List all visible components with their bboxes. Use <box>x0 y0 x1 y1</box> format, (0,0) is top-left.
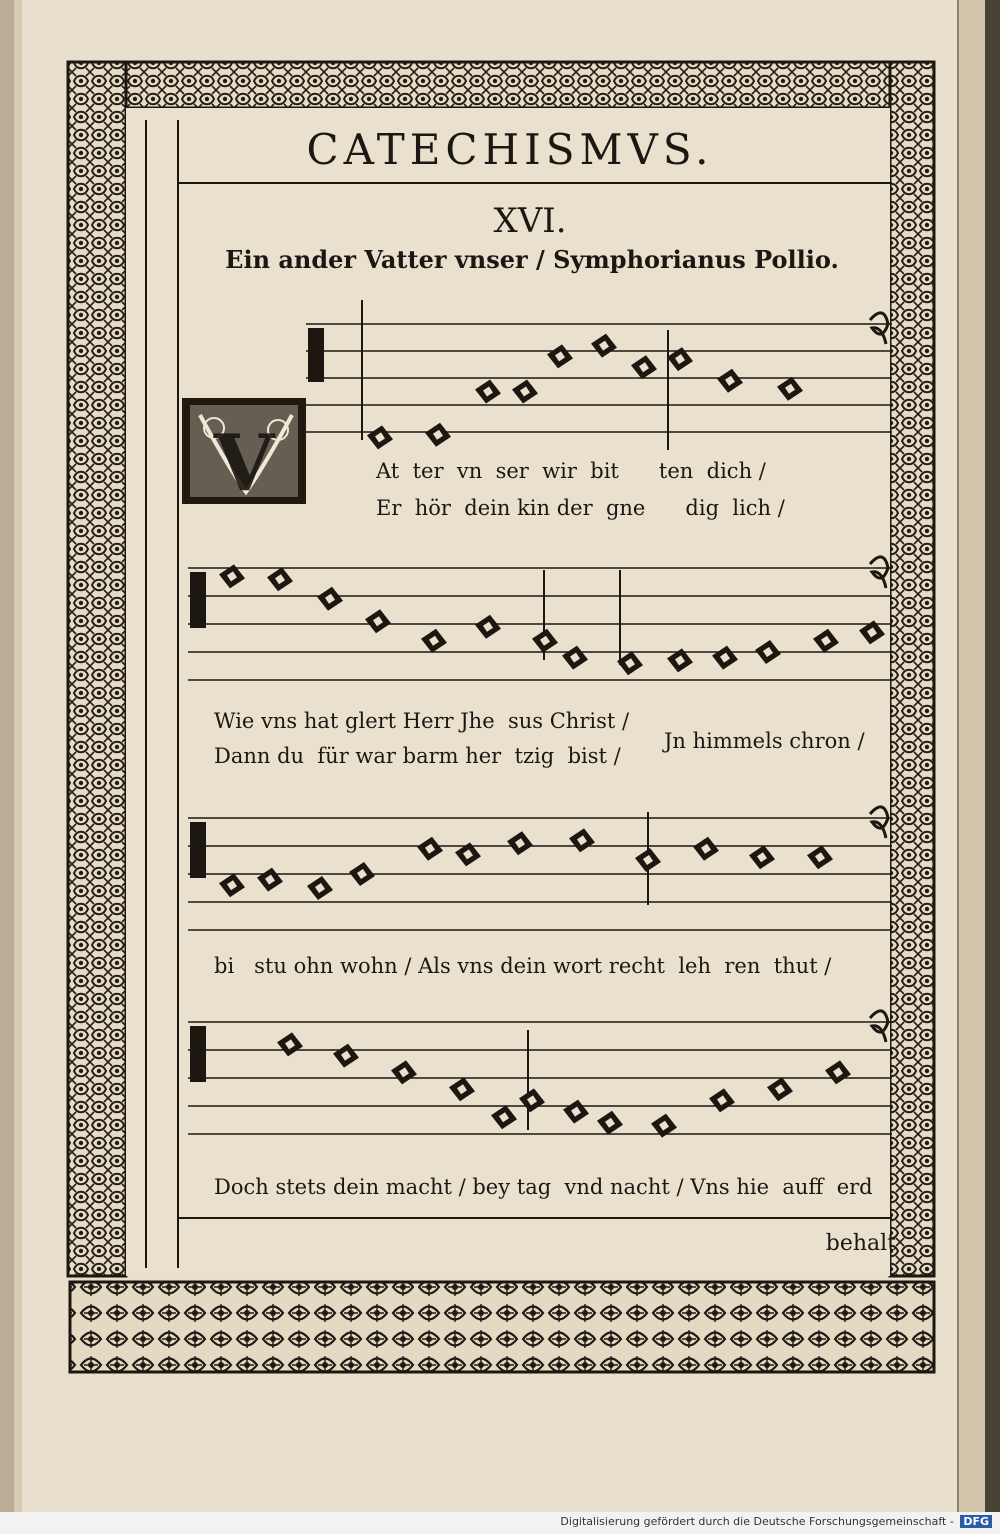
clef-mark <box>308 328 324 382</box>
page-title: CATECHISMVS. <box>306 125 714 174</box>
lyric-side: Jn himmels chron / <box>664 729 865 753</box>
catchword: behalt <box>825 1231 896 1256</box>
initial-letter: V <box>213 418 275 509</box>
facing-page-edge <box>958 0 985 1512</box>
clef-mark <box>190 1026 206 1082</box>
section-number: XVI. <box>493 201 567 241</box>
clef-mark <box>190 822 206 878</box>
clef-mark <box>190 572 206 628</box>
lyric-line: Doch stets dein macht / bey tag vnd nacht / Vns hie auff erd <box>214 1175 873 1199</box>
dfg-logo: DFG <box>960 1515 992 1528</box>
footer-credit <box>560 1515 992 1528</box>
credit-text: Digitalisierung gefördert durch die Deutsche Forschungsgemeinschaft - <box>560 1515 954 1528</box>
lyric-line: bi stu ohn wohn / Als vns dein wort recht leh ren thut / <box>214 954 832 978</box>
decorated-initial <box>182 398 306 509</box>
lyric-line: Dann du für war barm her tzig bist / <box>214 744 621 768</box>
song-title: Ein ander Vatter vnser / Symphorianus Pollio. <box>225 245 839 274</box>
lyric-line: At ter vn ser wir bit ten dich / <box>376 459 766 483</box>
lyric-line: Er hör dein kin der gne dig lich / <box>376 496 785 520</box>
lyric-line: Wie vns hat glert Herr Jhe sus Christ / <box>214 709 630 733</box>
